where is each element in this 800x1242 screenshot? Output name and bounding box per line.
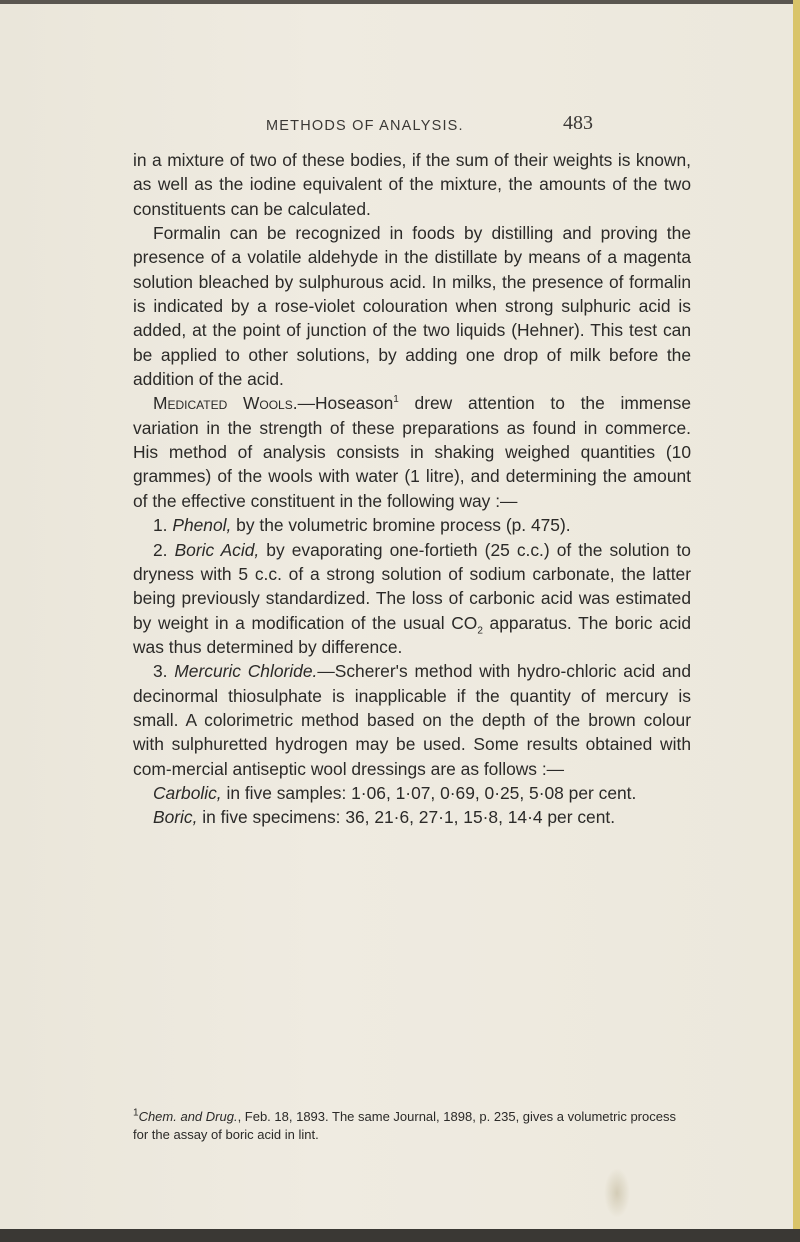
body-text bbox=[133, 148, 691, 830]
list-item-phenol bbox=[133, 513, 691, 537]
item-text: by the volumetric bromine process (p. 475). bbox=[231, 515, 571, 536]
page-right-edge bbox=[793, 0, 800, 1242]
page-number: 483 bbox=[563, 112, 593, 134]
paper-stain bbox=[604, 1168, 630, 1218]
item-number: 1. bbox=[153, 515, 173, 536]
paragraph-text: drew attention to the immense variation in the strength of these preparations as found in commerce. His method of analysis consists in shaking weighed quantities (10 grammes) of the wools with water (1 litre), and determining the amount of the effective constituent in the following way :— bbox=[133, 393, 692, 511]
item-text-cont: apparatus. The boric acid was thus determined by difference. bbox=[133, 612, 691, 657]
item-number: 2. bbox=[153, 539, 175, 560]
author-name: —Hoseason bbox=[297, 393, 394, 414]
item-text: by evaporating one-fortieth (25 c.c.) of the solution to dryness with 5 c.c. of a strong solution of sodium carbonate, the latter being previously standardized. The loss of carbonic acid was estimated by weight in a modification of the usual CO bbox=[133, 539, 691, 633]
page-header bbox=[0, 112, 800, 142]
footnote-ref: 1 bbox=[393, 394, 399, 406]
footnote-text bbox=[133, 1108, 691, 1143]
item-number: 3. bbox=[153, 661, 175, 682]
result-text: in five samples: 1·06, 1·07, 0·69, 0·25, 5·08 per cent. bbox=[221, 782, 637, 803]
list-item-boric-acid bbox=[133, 538, 691, 660]
footnote-body: , Feb. 18, 1893. The same Journal, 1898, p. 235, gives a volumetric process for the assay of boric acid in lint. bbox=[133, 1109, 676, 1142]
result-title: Carbolic, bbox=[153, 782, 222, 803]
paragraph-formalin: Formalin can be recognized in foods by distilling and proving the presence of a volatile aldehyde in the distillate by means of a magenta solution bleached by sulphurous acid. In milks, the presence of formalin is indicated by a rose-violet colouration when strong sulphuric acid is added, at the point of junction of the two liquids (Hehner). This test can be applied to other solutions, by adding one drop of milk before the addition of the acid. bbox=[133, 223, 691, 390]
result-title: Boric, bbox=[153, 807, 198, 828]
result-text: in five specimens: 36, 21·6, 27·1, 15·8, 14·4 per cent. bbox=[197, 807, 616, 828]
footnote bbox=[133, 1108, 691, 1143]
item-title: Mercuric Chloride. bbox=[174, 661, 318, 682]
item-title: Phenol, bbox=[172, 515, 232, 536]
section-heading: Medicated Wools. bbox=[153, 393, 298, 414]
result-carbolic bbox=[133, 781, 691, 805]
item-title: Boric Acid, bbox=[174, 539, 260, 560]
result-boric bbox=[133, 805, 691, 829]
subscript: 2 bbox=[477, 625, 483, 636]
list-item-mercuric-chloride bbox=[133, 659, 691, 781]
footnote-marker: 1 bbox=[133, 1107, 139, 1119]
page-bottom-edge bbox=[0, 1229, 800, 1242]
running-head: METHODS OF ANALYSIS. bbox=[266, 118, 464, 134]
item-text: —Scherer's method with hydro-chloric acid and decinormal thiosulphate is inapplicable if the quantity of mercury is small. A colorimetric method based on the depth of the brown colour with sulphuretted hydrogen may be used. Some results obtained with com-mercial antiseptic wool dressings are as follows :— bbox=[133, 661, 691, 779]
paragraph-mixture: in a mixture of two of these bodies, if the sum of their weights is known, as well as the iodine equivalent of the mixture, the amounts of the two constituents can be calculated. bbox=[133, 150, 691, 219]
paragraph-medicated-wools bbox=[133, 391, 691, 513]
footnote-source: Chem. and Drug. bbox=[138, 1109, 238, 1124]
page-top-edge bbox=[0, 0, 800, 4]
